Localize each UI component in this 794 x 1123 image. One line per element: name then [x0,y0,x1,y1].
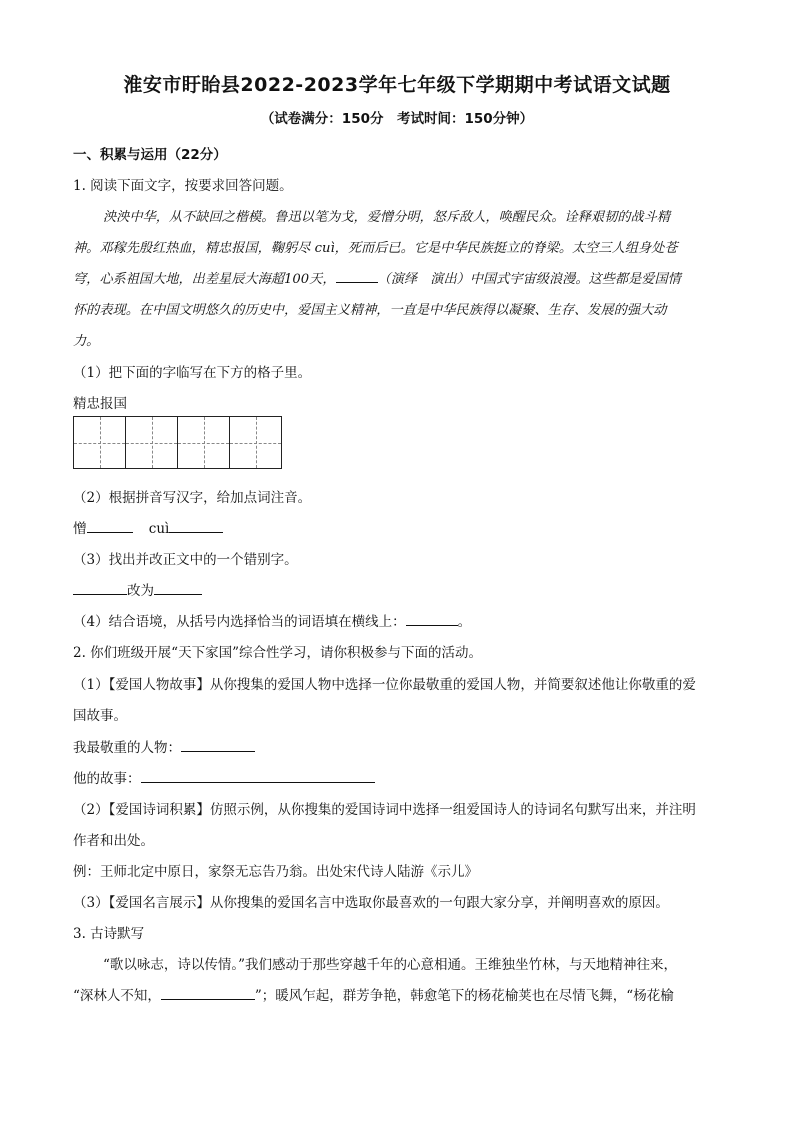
poem-blank[interactable] [161,985,255,1000]
sub3-change-to: 改为 [127,583,154,599]
sub2-blank-1[interactable] [87,518,133,533]
fill-blank-word[interactable] [336,268,378,283]
sub4-text: （4）结合语境，从括号内选择恰当的词语填在横线上： [73,614,406,630]
passage-line-3a: 穹，心系祖国大地，出差星辰大海超100天， [73,272,336,287]
sub2-pinyin: cuì [148,521,170,537]
q1-sub3: （3）找出并改正文中的一个错别字。 [73,552,298,568]
q3-prompt: 3. 古诗默写 [73,926,145,942]
q3-line1: “歌以咏志，诗以传情。”我们感动于那些穿越千年的心意相通。王维独坐竹林，与天地精神往来， [103,957,678,973]
q1-sub3-answers [73,579,202,599]
q2-task3: （3）【爱国名言展示】从你搜集的爱国名言中选取你最喜欢的一句跟大家分享，并阐明喜欢的原因。 [73,895,669,911]
grid-cell[interactable] [177,416,230,469]
story-blank[interactable] [141,768,375,783]
exam-subtitle: （试卷满分：150分 考试时间：150分钟） [260,111,534,127]
sub4-end: 。 [457,614,472,630]
writing-grid[interactable] [73,416,282,469]
passage-line-1: 泱泱中华，从不缺回之楷模。鲁迅以笔为戈，爱憎分明，怒斥敌人，唤醒民众。诠释艰韧的战斗精 [103,210,671,225]
passage-line-3b: （演绎 演出）中国式宇宙级浪漫。这些都是爱国情 [377,272,681,287]
sub3-blank-1[interactable] [73,580,127,595]
story-label: 他的故事： [73,771,141,787]
q1-sub2: （2）根据拼音写汉字，给加点词注音。 [73,490,312,506]
sub2-char: 憎 [73,521,87,537]
person-blank[interactable] [181,737,255,752]
q2-task2-line1: （2）【爱国诗词积累】仿照示例，从你搜集的爱国诗词中选择一组爱国诗人的诗词名句默写出来，并注明 [73,802,696,818]
q1-prompt: 1. 阅读下面文字，按要求回答问题。 [73,178,293,194]
copy-word: 精忠报国 [73,396,127,412]
passage-line-5: 力。 [73,334,100,349]
q3-line2-a: “深林人不知， [73,988,161,1004]
sub4-blank[interactable] [406,611,458,626]
grid-cell[interactable] [125,416,178,469]
person-label: 我最敬重的人物： [73,740,181,756]
passage-line-2: 神。邓稼先殷红热血，精忠报国，鞠躬尽 cuì，死而后已。它是中华民族挺立的脊梁。太空三人组身处苍 [73,241,678,256]
q3-line2 [73,984,674,1004]
q3-line2-b: ”；暖风乍起，群芳争艳，韩愈笔下的杨花榆荚也在尽情飞舞，“杨花榆 [254,988,674,1004]
q2-task1-line1: （1）【爱国人物故事】从你搜集的爱国人物中选择一位你最敬重的爱国人物，并简要叙述他让你敬重的爱 [73,677,696,693]
q2-example: 例：王师北定中原日，家祭无忘告乃翁。出处宋代诗人陆游《示儿》 [73,864,478,880]
q1-sub1: （1）把下面的字临写在下方的格子里。 [73,365,312,381]
q2-prompt: 2. 你们班级开展“天下家国”综合性学习，请你积极参与下面的活动。 [73,645,482,661]
section-heading: 一、积累与运用（22分） [73,147,227,163]
grid-cell[interactable] [73,416,126,469]
sub2-blank-2[interactable] [169,518,223,533]
sub3-blank-2[interactable] [154,580,202,595]
q2-person [73,736,255,756]
exam-title: 淮安市盱眙县2022-2023学年七年级下学期期中考试语文试题 [123,74,671,96]
q2-task2-line2: 作者和出处。 [73,833,154,849]
q1-sub4 [73,610,471,630]
grid-cell[interactable] [229,416,282,469]
q2-task1-line2: 国故事。 [73,708,127,724]
q2-story [73,767,375,787]
passage-line-4: 怀的表现。在中国文明悠久的历史中，爱国主义精神，一直是中华民族得以凝聚、生存、发展的强大动 [73,303,667,318]
passage-line-3 [73,268,723,287]
q1-sub2-answers [73,517,223,537]
